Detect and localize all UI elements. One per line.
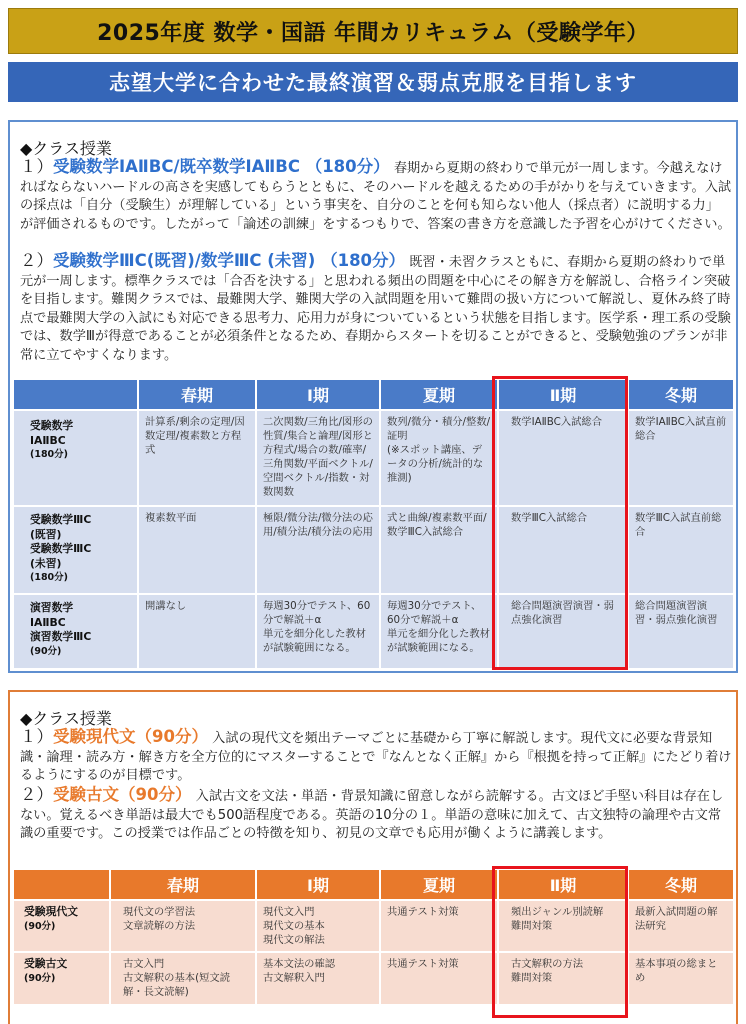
row-head-math-iab: 受験数学 ⅠAⅡBC (180分) [14,410,138,506]
japanese-panel [8,690,738,1024]
table-cell: 二次関数/三角比/図形の性質/集合と論理/図形と方程式/場合の数/確率/三角関数/平面ベクトル/空間ベクトル/指数・対数関数 [256,410,380,506]
row-head-kobun: 受験古文 (90分) [14,952,110,1004]
table-cell: 計算系/剰余の定理/因数定理/複素数と方程式 [138,410,256,506]
jp-col-blank [14,870,110,900]
math-course2-name: 受験数学ⅢC(既習)/数学ⅢC (未習) （180分） [53,251,406,270]
math-col-winter: 冬期 [628,380,734,410]
row-head-gendaibun: 受験現代文 (90分) [14,900,110,952]
table-cell: 数学ⅠAⅡBC入試総合 [498,410,628,506]
math-col-term2: Ⅱ期 [498,380,628,410]
table-row [14,506,734,594]
jp-col-summer: 夏期 [380,870,498,900]
math-course1-desc: 春期から夏期の終わりで単元が一周します。今越えなければならないハードルの高さを実感してもらうとともに、そのハードルを越えるための手がかりを与えていきます。入試の採点は「自分（受験生）が理解している」という事実を、自分のことを何も知らない他人（採点者）に説明する力」が評価されるものです。したがって「論述の訓練」をするつもりで、答案の書き方を意識した予習を心がけてください。 [20,161,732,232]
math-panel [8,120,738,673]
jp-course2 [20,786,732,844]
table-row [14,900,734,952]
table-row [14,952,734,1004]
table-cell: 現代文の学習法 文章読解の方法 [110,900,256,952]
table-cell: 最新入試問題の解法研究 [628,900,734,952]
math-col-blank [14,380,138,410]
table-cell: 基本文法の確認 古文解釈入門 [256,952,380,1004]
jp-course2-num: ２） [20,785,53,804]
math-col-term1: Ⅰ期 [256,380,380,410]
table-cell: 複素数平面 [138,506,256,594]
row-head-math-iiic: 受験数学ⅢC (既習) 受験数学ⅢC (未習) (180分) [14,506,138,594]
table-cell: 総合問題演習演習・弱点強化演習 [628,594,734,668]
table-cell: 古文入門 古文解釈の基本(短文読解・長文読解) [110,952,256,1004]
jp-table-header-row [14,870,734,900]
math-course1-num: １） [20,157,53,176]
table-cell: 基本事項の総まとめ [628,952,734,1004]
math-course1-name: 受験数学ⅠAⅡBC/既卒数学ⅠAⅡBC （180分） [53,157,390,176]
math-col-spring: 春期 [138,380,256,410]
jp-section-heading: ◆クラス授業 [20,709,112,728]
jp-schedule-table [14,870,735,1004]
table-cell: 開講なし [138,594,256,668]
jp-course1-name: 受験現代文（90分） [53,727,208,746]
jp-col-term2: Ⅱ期 [498,870,628,900]
math-course2 [20,252,732,365]
page-title: 2025年度 数学・国語 年間カリキュラム（受験学年） [8,8,738,54]
math-table-header-row [14,380,734,410]
table-row [14,410,734,506]
math-section-heading: ◆クラス授業 [20,139,112,158]
math-course1 [20,158,732,234]
table-cell: 現代文入門 現代文の基本 現代文の解法 [256,900,380,952]
table-cell: 毎週30分でテスト、60分で解説＋α 単元を細分化した教材が試験範囲になる。 [256,594,380,668]
jp-course1-num: １） [20,727,53,746]
jp-col-spring: 春期 [110,870,256,900]
row-head-math-practice: 演習数学 ⅠAⅡBC 演習数学ⅢC (90分) [14,594,138,668]
jp-course2-desc: 入試古文を文法・単語・背景知識に留意しながら読解する。古文ほど手堅い科目は存在しない。覚えるべき単語は最大でも500語程度である。英語の10分の１。単語の意味に加えて、古文独特の論理や古文常識の重要です。この授業では作品ごとの特徴を知り、初見の文章でも応用が働くように講義します。 [20,789,724,841]
table-cell: 極限/微分法/微分法の応用/積分法/積分法の応用 [256,506,380,594]
math-course2-num: ２） [20,251,53,270]
table-cell: 数学ⅠAⅡBC入試直前総合 [628,410,734,506]
math-schedule-table [14,380,735,668]
table-row [14,594,734,668]
table-cell: 総合問題演習演習・弱点強化演習 [498,594,628,668]
math-col-summer: 夏期 [380,380,498,410]
table-cell: 数列/微分・積分/整数/証明 (※スポット講座、データの分析/統計的な推測) [380,410,498,506]
page-subtitle: 志望大学に合わせた最終演習＆弱点克服を目指します [8,62,738,102]
table-cell: 数学ⅢC入試総合 [498,506,628,594]
table-cell: 古文解釈の方法 難問対策 [498,952,628,1004]
jp-course1-desc: 入試の現代文を頻出テーマごとに基礎から丁寧に解説します。現代文に必要な背景知識・論理・読み方・解き方を全方位的にマスターすることで『なんとなく正解』から『根拠を持って正解』にたどり着けるようにするのが目標です。 [20,731,732,783]
table-cell: 式と曲線/複素数平面/数学ⅢC入試総合 [380,506,498,594]
jp-col-winter: 冬期 [628,870,734,900]
jp-course2-name: 受験古文（90分） [53,785,192,804]
table-cell: 数学ⅢC入試直前総合 [628,506,734,594]
jp-course1 [20,728,732,786]
table-cell: 共通テスト対策 [380,900,498,952]
table-cell: 共通テスト対策 [380,952,498,1004]
table-cell: 毎週30分でテスト、60分で解説＋α 単元を細分化した教材が試験範囲になる。 [380,594,498,668]
table-cell: 頻出ジャンル別読解 難問対策 [498,900,628,952]
jp-col-term1: Ⅰ期 [256,870,380,900]
math-course2-desc: 既習・未習クラスともに、春期から夏期の終わりで単元が一周します。標準クラスでは「合否を決する」と思われる頻出の問題を中心にその解き方を解説し、合格ライン突破を目指します。難関クラスでは、最難関大学、難関大学の入試問題を用いて難問の扱い方について解説し、夏休み終了時点で最難関大学の入試にも対応できる思考力、応用力が身についているという状態を目指します。医学系・理工系の受験では、数学Ⅲが得意であることが必須条件となるため、春期からスタートを切ることができると、受験勉強のプランが非常に立てやすくなります。 [20,255,731,363]
